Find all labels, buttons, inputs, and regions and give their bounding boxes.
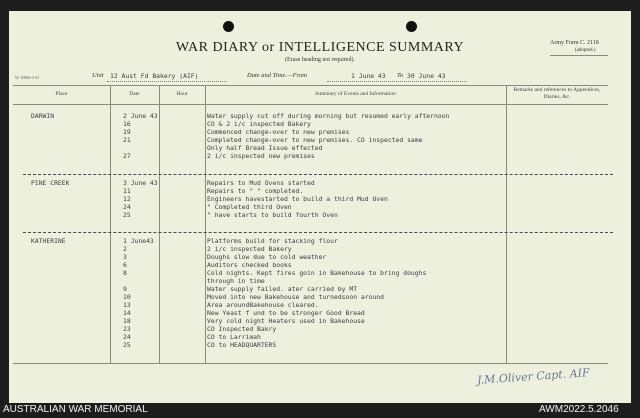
entry-date: 6	[123, 261, 127, 269]
col-header-remarks: Remarks and references to Appendices, Diaries, &c.	[513, 87, 601, 100]
entry-text: Water supply cut off during morning but resumed early afternoon	[207, 112, 450, 120]
entry-date: 23	[123, 325, 131, 333]
entry-text: Completed change-over to new premises. CO inspected same	[207, 136, 423, 144]
print-code: W. 10000-3-41	[15, 75, 40, 80]
entry-date: 1 June43	[123, 237, 154, 245]
entry-text: CO Inspected Bakry	[207, 325, 277, 333]
entry-text: Repairs to Mud Ovens started	[207, 179, 315, 187]
entry-date: 16	[123, 120, 131, 128]
page-title: WAR DIARY or INTELLIGENCE SUMMARY	[175, 40, 465, 55]
punch-hole	[223, 21, 234, 32]
entry-text: Auditors checked books	[207, 261, 292, 269]
entry-date: 24	[123, 333, 131, 341]
form-underline	[550, 55, 608, 56]
place-darwin: DARWIN	[31, 112, 55, 120]
to-date: 30 June 43	[407, 72, 446, 80]
entry-date: 25	[123, 341, 131, 349]
footer-credit: AUSTRALIAN WAR MEMORIAL	[3, 404, 148, 415]
entry-text: Area aroundBakehouse cleared.	[207, 301, 319, 309]
diary-sheet	[9, 11, 631, 403]
place-pine-creek: PINE CREEK	[31, 179, 70, 187]
column-divider	[159, 85, 160, 363]
entry-text: Moved into new Bakehouse and turnedsoon around	[207, 293, 384, 301]
col-header-summary: Summary of Events and Information	[315, 91, 396, 97]
col-header-place: Place	[55, 91, 68, 97]
entry-text: Only half Bread Issue effected	[207, 144, 323, 152]
entry-date: 25	[123, 211, 131, 219]
date-underline	[327, 81, 467, 82]
entry-text: Cold nights. Kept fires goin in Bakehouse to bring doughs	[207, 269, 427, 277]
entry-date: 10	[123, 293, 131, 301]
entry-text: through in time	[207, 277, 265, 285]
unit-underline	[107, 81, 227, 82]
entry-text: Very cold night Heaters used in Bakehouse	[207, 317, 365, 325]
entry-date: 24	[123, 203, 131, 211]
entry-date: 21	[123, 136, 131, 144]
punch-hole	[406, 21, 417, 32]
entry-date: 2	[123, 245, 127, 253]
entry-text: Water supply failed. ater carried by MT	[207, 285, 358, 293]
page-subtitle: (Erase heading not required).	[285, 57, 355, 63]
column-divider	[110, 85, 111, 363]
entry-date: 2 June 43	[123, 112, 158, 120]
entry-date: 18	[123, 317, 131, 325]
unit-value: 12 Aust Fd Bakery (AIF)	[110, 72, 199, 80]
entry-text: " Completed third Oven	[207, 203, 292, 211]
entry-text: Platforms build for stacking flour	[207, 237, 338, 245]
entry-date: 12	[123, 195, 131, 203]
col-header-date: Date	[129, 91, 140, 97]
entry-text: CO & 2 i/c inspected Bakery	[207, 120, 311, 128]
section-separator	[23, 174, 613, 175]
entry-date: 13	[123, 301, 131, 309]
handwritten-signature: J.M.Oliver Capt. AIF	[476, 366, 591, 387]
entry-text: Repairs to " " completed.	[207, 187, 304, 195]
entry-date: 14	[123, 309, 131, 317]
column-divider	[506, 85, 507, 363]
form-adopted: (adopted.)	[575, 48, 596, 53]
place-katherine: KATHERINE	[31, 237, 66, 245]
entry-date: 8	[123, 269, 127, 277]
from-date: 1 June 43	[351, 72, 386, 80]
entry-text: CO to Larrimah	[207, 333, 261, 341]
entry-text: Engineers havestarted to build a third Mud Oven	[207, 195, 388, 203]
entry-date: 19	[123, 128, 131, 136]
entry-text: Doughs slow due to cold weather	[207, 253, 327, 261]
entry-date: 27	[123, 152, 131, 160]
table-top-rule	[13, 85, 608, 86]
table-bottom-rule	[13, 363, 608, 364]
footer-accession-number: AWM2022.5.2046	[539, 404, 619, 415]
unit-label: Unit	[92, 72, 104, 79]
to-label: To	[397, 72, 404, 79]
entry-text: 2 i/c inspected Bakery	[207, 245, 292, 253]
entry-date: 11	[123, 187, 131, 195]
column-divider	[205, 85, 206, 363]
form-number: Army Form C. 2118	[550, 40, 599, 46]
entry-text: " have starts to build fourth Oven	[207, 211, 338, 219]
header-rule	[13, 104, 608, 105]
entry-text: CO to HEADQUARTERS	[207, 341, 277, 349]
entry-text: New Yeast f und to be stronger Good Bread	[207, 309, 365, 317]
entry-date: 3	[123, 253, 127, 261]
entry-text: Commenced change-over to new premises	[207, 128, 350, 136]
section-separator	[23, 232, 613, 233]
entry-text: 2 i/c inspected new premises	[207, 152, 315, 160]
col-header-hour: Hour	[176, 91, 188, 97]
entry-date: 3 June 43	[123, 179, 158, 187]
datetime-label: Date and Time.—From	[247, 72, 307, 79]
entry-date: 9	[123, 285, 127, 293]
